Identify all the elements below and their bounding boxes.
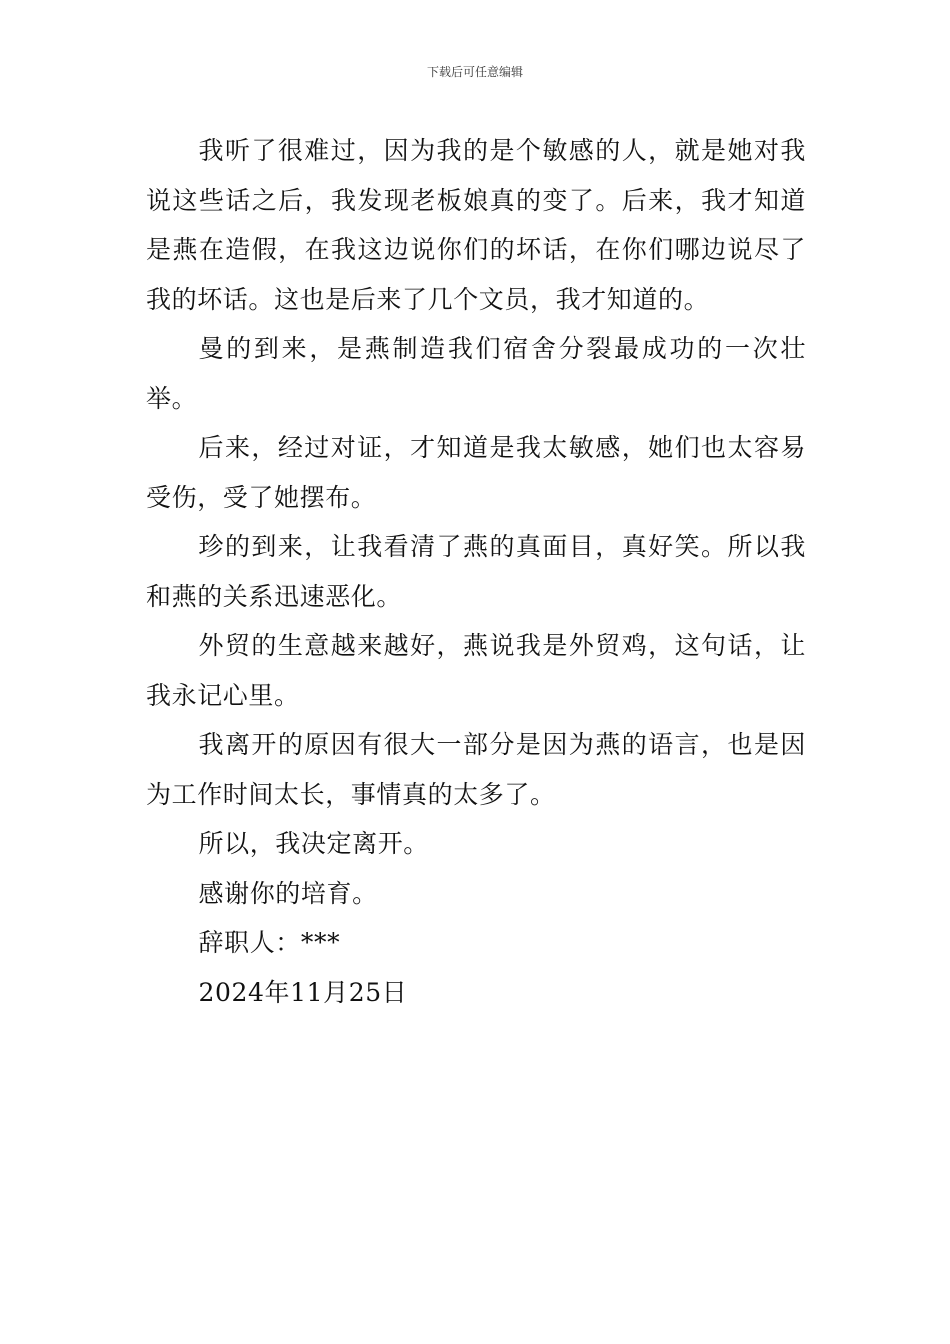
- date-line: 2024年11月25日: [198, 977, 408, 1007]
- paragraph-4: 珍的到来，让我看清了燕的真面目，真好笑。所以我和燕的关系迅速恶化。: [146, 532, 806, 611]
- letter-body: [146, 126, 806, 1017]
- paragraph-5: 外贸的生意越来越好，燕说我是外贸鸡，这句话，让我永记心里。: [146, 631, 806, 710]
- paragraph-2: 曼的到来，是燕制造我们宿舍分裂最成功的一次壮举。: [146, 334, 806, 413]
- paragraph-6: 我离开的原因有很大一部分是因为燕的语言，也是因为工作时间太长，事情真的太多了。: [146, 730, 806, 809]
- paragraph-3: 后来，经过对证，才知道是我太敏感，她们也太容易受伤，受了她摆布。: [146, 433, 806, 512]
- closing-thanks: 感谢你的培育。: [198, 878, 378, 908]
- signature-line: 辞职人：***: [198, 928, 341, 957]
- closing-decision: 所以，我决定离开。: [198, 829, 429, 858]
- page-header: 下载后可任意编辑: [426, 65, 523, 79]
- paragraph-1: 我听了很难过，因为我的是个敏感的人，就是她对我说这些话之后，我发现老板娘真的变了。后来，我才知道是燕在造假，在我这边说你们的坏话，在你们哪边说尽了我的坏话。这也是后来了几个文员，我才知道的。: [146, 136, 806, 314]
